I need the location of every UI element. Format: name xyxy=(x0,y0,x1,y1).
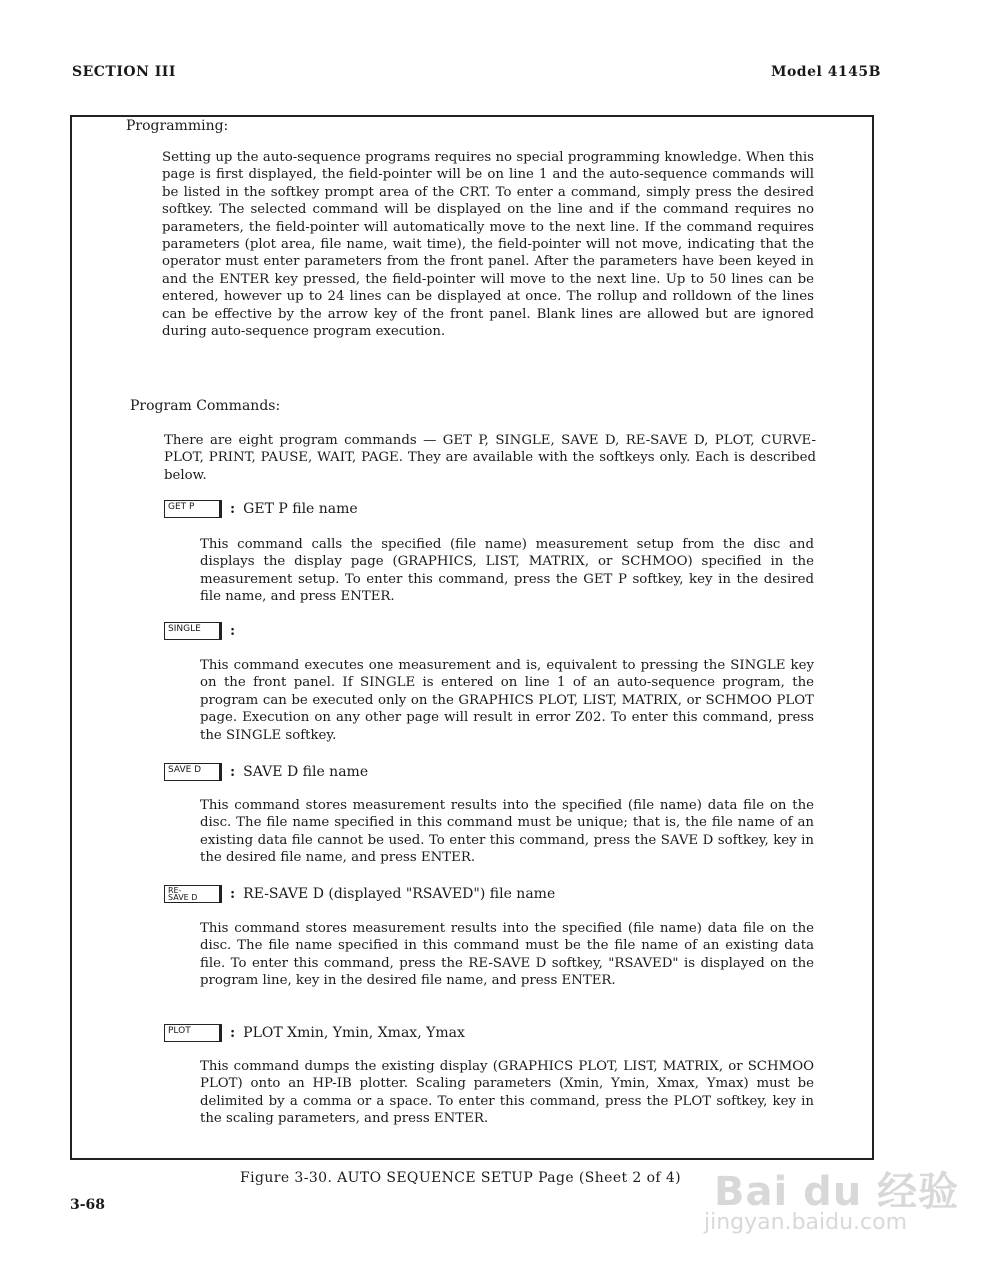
command-row-save-d xyxy=(164,763,368,781)
softkey-get-p: GET P xyxy=(164,500,222,518)
programming-paragraph: Setting up the auto-sequence programs requires no special programming knowledge. When this page is first displayed, the field-pointer will be on line 1 and the auto-sequence commands will be listed in the softkey prompt area of the CRT. To enter a command, simply press the desired softkey. The selected command will be displayed on the line and if the command requires no parameters, the field-pointer will automatically move to the next line. If the command requires parameters (plot area, file name, wait time), the field-pointer will not move, indicating that the operator must enter parameters from the front panel. After the parameters have been keyed in and the ENTER key pressed, the field-pointer will move to the next line. Up to 50 lines can be entered, however up to 24 lines can be displayed at once. The rollup and rolldown of the lines can be effective by the arrow key of the front panel. Blank lines are allowed but are ignored during auto-sequence program execution. xyxy=(162,150,814,340)
figure-caption: Figure 3-30. AUTO SEQUENCE SETUP Page (Sheet 2 of 4) xyxy=(240,1170,682,1186)
softkey-line: RE- xyxy=(168,886,182,895)
model-header: Model 4145B xyxy=(770,64,881,80)
command-description-single: This command executes one measurement and is, equivalent to pressing the SINGLE key on the front panel. If SINGLE is entered on line 1 of an auto-sequence program, the program can be executed only on the GRAPHICS PLOT, LIST, MATRIX, or SCHMOO PLOT page. Execution on any other page will result in error Z02. To enter this command, press the SINGLE softkey. xyxy=(200,658,814,743)
softkey-single: SINGLE xyxy=(164,622,222,640)
command-description-get-p: This command calls the specified (file name) measurement setup from the disc and displays the display page (GRAPHICS, LIST, MATRIX, or SCHMOO) specified in the measurement setup. To enter this command, press the GET P softkey, key in the desired file name, and press ENTER. xyxy=(200,537,814,605)
command-syntax: GET P file name xyxy=(243,501,358,517)
colon: : xyxy=(230,623,236,639)
command-row-plot xyxy=(164,1024,465,1042)
command-description-save-d: This command stores measurement results into the specified (file name) data file on the disc. The file name specified in this command must be unique; that is, the file name of an existing data file cannot be used. To enter this command, press the SAVE D softkey, key in the desired file name, and press ENTER. xyxy=(200,798,814,866)
softkey-save-d: SAVE D xyxy=(164,763,222,781)
command-row-get-p xyxy=(164,500,358,518)
section-header: SECTION III xyxy=(72,64,176,80)
command-description-re-save-d: This command stores measurement results into the specified (file name) data file on the disc. The file name specified in this command must be the file name of an existing data file. To enter this command, press the RE-SAVE D softkey, "RSAVED" is displayed on the program line, key in the desired file name, and press ENTER. xyxy=(200,921,814,989)
command-description-plot: This command dumps the existing display (GRAPHICS PLOT, LIST, MATRIX, or SCHMOO PLOT) onto an HP-IB plotter. Scaling parameters (Xmin, Ymin, Xmax, Ymax) must be delimited by a comma or a space. To enter this command, press the PLOT softkey, key in the scaling parameters, and press ENTER. xyxy=(200,1059,814,1127)
program-commands-intro: There are eight program commands — GET P, SINGLE, SAVE D, RE-SAVE D, PLOT, CURVE-PLOT, PRINT, PAUSE, WAIT, PAGE. They are available with the softkeys only. Each is described below. xyxy=(164,433,816,483)
program-commands-heading: Program Commands: xyxy=(130,398,281,414)
watermark-url: jingyan.baidu.com xyxy=(704,1210,908,1235)
softkey-line: SAVE D xyxy=(168,893,198,902)
colon: : xyxy=(230,501,236,517)
softkey-plot: PLOT xyxy=(164,1024,222,1042)
command-row-re-save-d xyxy=(164,885,555,903)
colon: : xyxy=(230,886,236,902)
command-syntax: PLOT Xmin, Ymin, Xmax, Ymax xyxy=(243,1025,465,1041)
watermark-logo: Bai du 经验 xyxy=(714,1169,960,1215)
programming-heading: Programming: xyxy=(126,118,229,134)
colon: : xyxy=(230,1025,236,1041)
command-syntax: RE-SAVE D (displayed "RSAVED") file name xyxy=(243,886,556,902)
colon: : xyxy=(230,764,236,780)
softkey-re-save-d xyxy=(164,885,222,903)
page-number: 3-68 xyxy=(70,1197,106,1213)
command-syntax: SAVE D file name xyxy=(243,764,369,780)
command-row-single xyxy=(164,622,243,640)
